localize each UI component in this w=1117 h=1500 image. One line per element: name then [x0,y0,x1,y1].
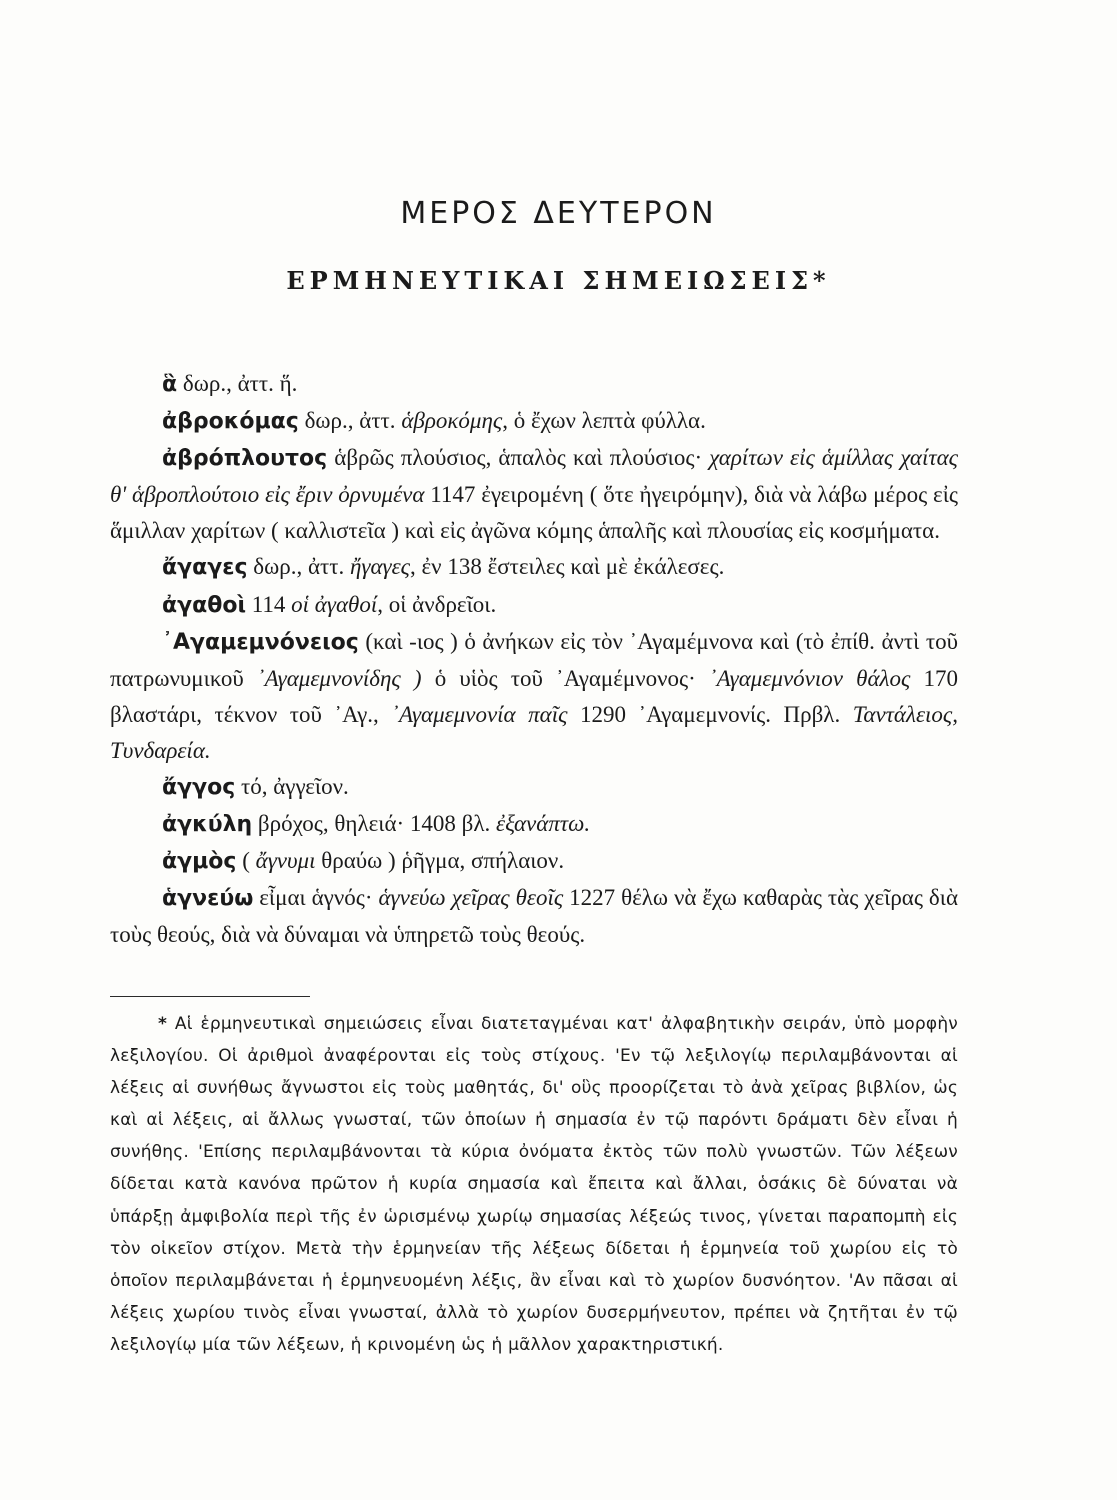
entry-text: βρόχος, θηλειά· 1408 βλ. [252,811,497,837]
entry-text: (καὶ -ιος ) ὁ ἀνήκων εἰς τὸν ᾿Αγαμέμνονα καὶ (τὸ ἐπίθ. ἀντὶ τοῦ πατρωνυμικοῦ [110,628,958,691]
glossary-entry [110,440,958,549]
headword: ἀγμὸς [162,849,237,875]
glossary-entry [110,769,958,806]
entry-text: δωρ., ἀττ. [298,408,402,434]
entry-text-italic: οἱ ἀγαθοί [291,591,378,617]
entry-text: δωρ., ἀττ. [247,554,350,580]
headword: ἀβρόπλουτος [162,446,328,472]
entry-text-italic: ᾿Αγαμεμνόνιον θάλος [709,665,911,691]
glossary-entry [110,549,958,586]
entry-text-italic: ἤγαγες [350,554,411,580]
entry-text: , οἱ ἀνδρεῖοι. [377,591,497,617]
entry-text: εἶμαι ἁγνός· [253,885,379,911]
entry-text-italic: ἁγνεύω χεῖρας θεοῖς [378,885,564,911]
entry-text: τό, ἀγγεῖον. [235,774,349,800]
glossary-entry [110,880,958,953]
glossary-entry [110,806,958,843]
footnote-text: Αἱ ἑρμηνευτικαὶ σημειώσεις εἶναι διατεταγμέναι κατ' ἀλφαβητικὴν σειράν, ὑπὸ μορφὴν λεξιλογίου. Οἱ ἀριθμοὶ ἀναφέρονται εἰς τοὺς στίχους. 'Εν τῷ λεξιλογίῳ περιλαμβάνονται αἱ λέξεις αἱ συνήθως ἄγνωστοι εἰς τοὺς μαθητάς, δι' οὓς προορίζεται τὸ ἀνὰ χεῖρας βιβλίον, ὡς καὶ αἱ λέξεις, αἱ ἄλλως γνωσταί, τῶν ὁποίων ἡ σημασία ἐν τῷ παρόντι δράματι δὲν εἶναι ἡ συνήθης. 'Επίσης περιλαμβάνονται τὰ κύρια ὀνόματα ἐκτὸς τῶν πολὺ γνωστῶν. Τῶν λέξεων δίδεται κατὰ κανόνα πρῶτον ἡ κυρία σημασία καὶ ἔπειτα καὶ ἄλλαι, ὁσάκις δὲ δύναται νὰ ὑπάρξῃ ἀμφιβολία περὶ τῆς ἐν ὡρισμένῳ χωρίῳ σημασίας λέξεώς τινος, γίνεται παραπομπὴ εἰς τὸν οἰκεῖον στίχον. Μετὰ τὴν ἑρμηνείαν τῆς λέξεως δίδεται ἡ ἑρμηνεία τοῦ χωρίου εἰς τὸ ὁποῖον περιλαμβάνεται ἡ ἑρμηνευομένη λέξις, ἂν εἶναι καὶ τὸ χωρίον δυσνόητον. 'Αν πᾶσαι αἱ λέξεις χωρίου τινὸς εἶναι γνωσταί, ἀλλὰ τὸ χωρίον δυσερμήνευτον, πρέπει νὰ ζητῆται ἐν τῷ λεξιλογίῳ μία τῶν λέξεων, ἡ κρινομένη ὡς ἡ μᾶλλον χαρακτηριστική. [110,1014,958,1355]
glossary-entry [110,403,958,440]
headword: ἀβροκόμας [162,409,299,435]
entry-text: 114 [246,591,292,617]
glossary-entry [110,624,958,769]
headword: ᾿Αγαμεμνόνειος [162,629,359,655]
footnote-divider [110,996,310,997]
glossary-entry [110,587,958,624]
footnote [110,1008,958,1361]
part-title: ΜΕΡΟΣ ΔΕΥΤΕΡΟΝ [400,196,717,231]
entry-text: 170 βλαστάρι, τέκνον τοῦ ᾿Αγ., [110,665,958,727]
entry-text: ὁ υἱὸς τοῦ ᾿Αγαμέμνονος· [421,665,709,691]
headword: ἁγνεύω [162,886,254,912]
entry-text: ἁβρῶς πλούσιος, ἁπαλὸς καὶ πλούσιος· [327,445,710,471]
entry-text-italic: ᾿Αγαμεμνονίδης ) [256,665,422,691]
entry-text: 1290 ᾿Αγαμεμνονίς. Πρβλ. [567,701,853,727]
headword: ἃ [162,372,178,397]
section-title: ΕΡΜΗΝΕΥΤΙΚΑΙ ΣΗΜΕΙΩΣΕΙΣ* [286,266,831,295]
entry-text: θραύω ) ῥῆγμα, σπήλαιον. [315,848,565,874]
entry-text: , ὁ ἔχων λεπτὰ φύλλα. [502,408,706,434]
entry-text-italic: ἄγνυμι [255,848,316,874]
headword: ἄγγος [162,775,236,801]
entry-text-italic: Ταντάλειος, Τυνδαρεία. [110,701,958,763]
headword: ἀγαθοὶ [162,592,247,618]
entry-text-italic: χαρίτων εἰς ἁμίλλας χαίτας θ' ἁβροπλούτοιο εἰς ἔριν ὀρνυμένα [110,445,958,508]
footnote-mark: * [158,1014,168,1034]
glossary-entry [110,366,958,403]
headword: ἄγαγες [162,555,248,581]
headword: ἀγκύλη [162,812,253,838]
entry-text-italic: ἁβροκόμης [401,408,503,434]
entry-text-italic: ἐξανάπτω. [496,811,591,837]
glossary-entries [110,366,958,954]
glossary-entry [110,843,958,880]
entry-text: 1147 ἐγειρομένη ( ὅτε ἠγειρόμην), διὰ νὰ λάβω μέρος εἰς ἅμιλλαν χαρίτων ( καλλιστεῖα ) καὶ εἰς ἀγῶνα κόμης ἁπαλῆς καὶ πλουσίας εἰς κοσμήματα. [110,482,958,544]
entry-text: ( [236,848,256,874]
entry-text: 1227 θέλω νὰ ἔχω καθαρὰς τὰς χεῖρας διὰ τοὺς θεούς, διὰ νὰ δύναμαι νὰ ὑπηρετῶ τοὺς θεούς. [110,885,958,948]
entry-text: δωρ., ἀττ. ἥ. [177,371,298,396]
entry-text-italic: ᾿Αγαμεμνονία παῖς [391,701,568,727]
entry-text: , ἐν 138 ἔστειλες καὶ μὲ ἐκάλεσες. [410,554,725,580]
